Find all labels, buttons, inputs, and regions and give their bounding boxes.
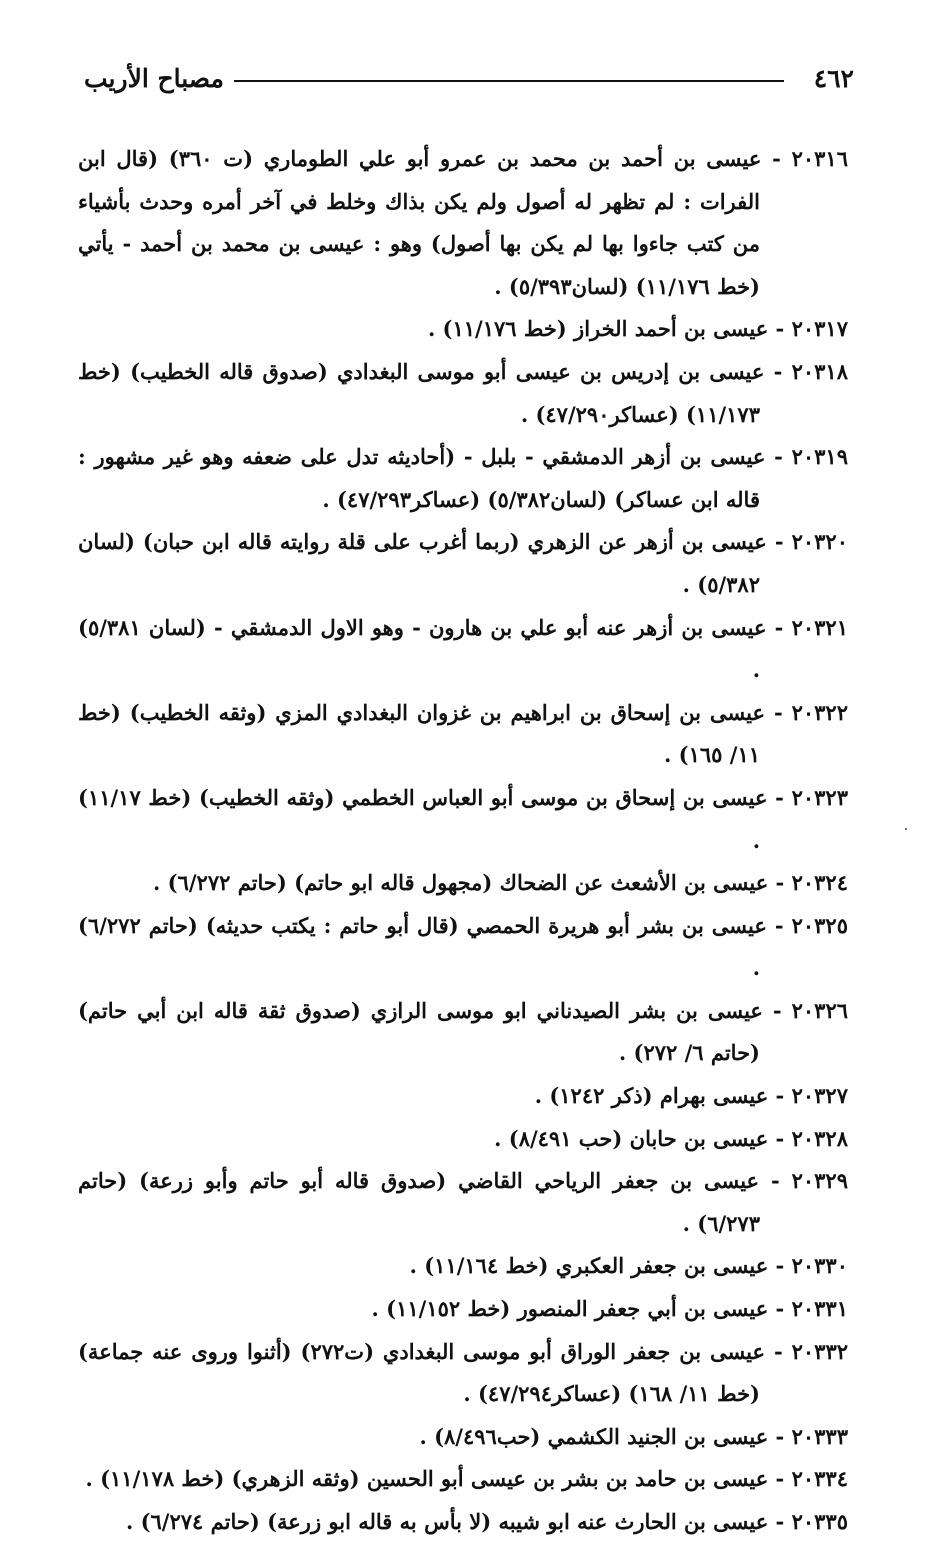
entry: [78, 351, 848, 436]
entry-text: عيسى بن إدريس بن عيسى أبو موسى البغدادي (صدوق قاله الخطيب) (خط ١١/١٧٣) (عساكر٤٧/٢٩٠) .: [78, 358, 765, 427]
entry-separator: -: [764, 358, 792, 384]
entry-text: عيسى بن إسحاق بن ابراهيم بن غزوان البغدادي المزي (وثقه الخطيب) (خط ١١/ ١٦٥) .: [78, 699, 766, 768]
entry: [78, 1458, 848, 1501]
entry-text: عيسى بن الحارث عنه ابو شيبه (لا بأس به قاله ابو زرعة) (حاتم ٦/٢٧٤) .: [125, 1509, 769, 1534]
entry: [78, 1160, 848, 1245]
entry: [78, 308, 848, 351]
entry-number: ٢٠٣٣٠: [791, 1253, 848, 1279]
entry-text: عيسى بن إسحاق بن موسى أبو العباس الخطمي (وثقه الخطيب) (خط ١١/١٧) .: [78, 784, 768, 853]
entry-separator: -: [768, 1296, 792, 1322]
entry-separator: -: [767, 784, 792, 810]
entry: [78, 138, 848, 308]
entry-number: ٢٠٣٢٣: [791, 784, 848, 810]
entry-text: عيسى بن أحمد الخراز (خط ١١/١٧٦) .: [427, 316, 769, 342]
entry-number: ٢٠٣٢٠: [791, 529, 848, 555]
entry: [78, 1501, 848, 1544]
entry-text: عيسى بن الأشعث عن الضحاك (مجهول قاله ابو حاتم) (حاتم ٦/٢٧٢) .: [153, 870, 769, 896]
entry: [78, 905, 848, 990]
entry: [78, 521, 848, 606]
entry-separator: -: [768, 1083, 792, 1109]
entry-separator: -: [765, 444, 792, 470]
entry-number: ٢٠٣٢٢: [791, 699, 848, 725]
entry: [78, 1331, 848, 1416]
entry-separator: -: [768, 1509, 792, 1534]
entry-number: ٢٠٣١٦: [791, 146, 848, 171]
running-title: مصباح الأريب: [84, 63, 224, 93]
entry-text: عيسى بن بشر الصيدناني ابو موسى الرازي (صدوق ثقة قاله ابن أبي حاتم) (حاتم ٦/ ٢٧٢) .: [78, 997, 763, 1066]
entry-separator: -: [768, 1466, 792, 1492]
entry-separator: -: [768, 316, 792, 342]
entry-text: عيسى بن أزهر عنه أبو علي بن هارون - وهو الاول الدمشقي - (لسان ٥/٣٨١) .: [78, 614, 767, 683]
entry-number: ٢٠٣١٧: [791, 316, 848, 342]
entry-number: ٢٠٣٢٤: [791, 870, 848, 896]
entry: [78, 607, 848, 692]
entry-number: ٢٠٣٢٨: [791, 1125, 848, 1151]
entry: [78, 1118, 848, 1161]
entry-number: ٢٠٣١٨: [791, 358, 848, 384]
entry: [78, 1416, 848, 1459]
page-header: [84, 58, 854, 98]
entry-separator: -: [759, 1168, 792, 1194]
entry-text: عيسى بن أزهر عن الزهري (ربما أغرب على قلة روايته قاله ابن حبان) (لسان ٥/٣٨٢) .: [78, 529, 767, 597]
entry-number: ٢٠٣٣٣: [791, 1423, 848, 1449]
entry-separator: -: [768, 1253, 792, 1279]
header-rule: [234, 80, 784, 82]
entry: [78, 1245, 848, 1288]
entry-separator: -: [766, 912, 792, 938]
entry-text: عيسى بن جعفر العكبري (خط ١١/١٦٤) .: [409, 1253, 769, 1279]
entry-number: ٢٠٣٢٦: [791, 997, 849, 1023]
entry-number: ٢٠٣٣١: [791, 1296, 848, 1322]
entry: [78, 1288, 848, 1331]
entry: [78, 862, 848, 905]
margin-mark: [905, 828, 907, 830]
entry-number: ٢٠٣٢٧: [791, 1083, 848, 1109]
entry-separator: -: [766, 529, 792, 555]
entry-number: ٢٠٣٢٩: [791, 1168, 848, 1194]
entry-separator: -: [761, 146, 792, 171]
entries-list: [78, 138, 848, 1544]
entry-separator: -: [765, 699, 792, 725]
entry-text: عيسى بن حامد بن بشر بن عيسى أبو الحسين (وثقه الزهري) (خط ١١/١٧٨) .: [85, 1466, 769, 1492]
entry-separator: -: [766, 614, 792, 640]
entry-separator: -: [762, 997, 792, 1023]
entry-text: عيسى بن بشر أبو هريرة الحمصي (قال أبو حاتم : يكتب حديثه) (حاتم ٦/٢٧٢) .: [78, 912, 767, 981]
entry-number: ٢٠٣٢١: [791, 614, 848, 640]
entry: [78, 692, 848, 777]
entry: [78, 1075, 848, 1118]
entry-text: عيسى بن أحمد بن محمد بن عمرو أبو علي الطوماري (ت ٣٦٠) (قال ابن الفرات : لم تظهر له أصول ولم يكن بذاك وخلط في آخر أمره وحدث بأشياء من كتب جاءوا بها لم يكن بها أصول) وهو : عيسى بن محمد بن أحمد - يأتي (خط ١١/١٧٦) (لسان٥/٣٩٣) .: [78, 146, 762, 299]
entry-text: عيسى بن حابان (حب ٨/٤٩١) .: [494, 1125, 769, 1151]
entry: [78, 777, 848, 862]
entry-number: ٢٠٣١٩: [791, 444, 848, 470]
page-number: ٤٦٢: [813, 63, 854, 93]
entry-text: عيسى بن أبي جعفر المنصور (خط ١١/١٥٢) .: [371, 1296, 769, 1322]
entry-text: عيسى بن الجنيد الكشمي (حب٨/٤٩٦) .: [419, 1423, 769, 1449]
entry-number: ٢٠٣٣٤: [791, 1466, 848, 1492]
entry-text: عيسى بن جعفر الرياحي القاضي (صدوق قاله أبو حاتم وأبو زرعة) (حاتم ٦/٢٧٣) .: [78, 1168, 760, 1236]
entry-separator: -: [768, 870, 792, 896]
entry-separator: -: [765, 1338, 792, 1364]
entry-number: ٢٠٣٢٥: [791, 912, 848, 938]
entry-text: عيسى بهرام (ذكر ١٢٤٢) .: [534, 1083, 769, 1109]
entry: [78, 436, 848, 521]
entry-text: عيسى بن جعفر الوراق أبو موسى البغدادي (ت٢٧٢) (أثنوا وروى عنه جماعة) (خط ١١/ ١٦٨) (عساكر٤٧/٢٩٤) .: [78, 1338, 766, 1407]
entry-text: عيسى بن أزهر الدمشقي - بلبل - (أحاديثه تدل على ضعفه وهو غير مشهور : قاله ابن عساكر) (لسان٥/٣٨٢) (عساكر٤٧/٢٩٣) .: [78, 444, 766, 512]
entry: [78, 990, 848, 1075]
entry-separator: -: [768, 1125, 792, 1151]
entry-separator: -: [768, 1423, 792, 1449]
entry-number: ٢٠٣٣٥: [791, 1509, 848, 1534]
entry-number: ٢٠٣٣٢: [791, 1338, 849, 1364]
